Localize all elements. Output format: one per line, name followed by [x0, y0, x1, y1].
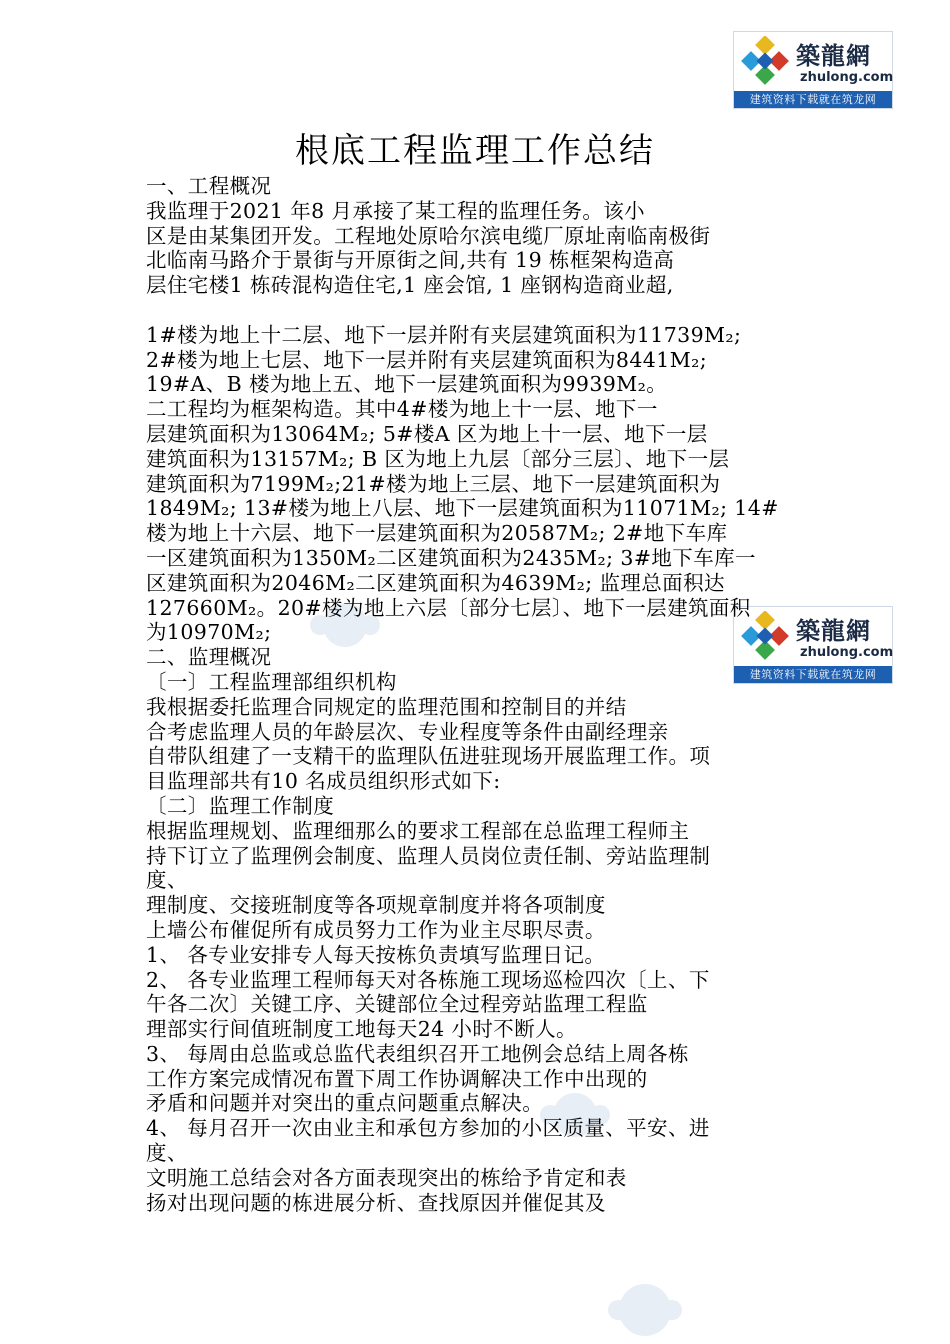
text-line: 〔一〕工程监理部组织机构 [146, 669, 397, 694]
text-line: 4、 每月召开一次由业主和承包方参加的小区质量、平安、进 [146, 1116, 710, 1141]
text-line: 我监理于2021 年8 月承接了某工程的监理任务。该小 [146, 198, 646, 223]
logo-tagline: 建筑资料下载就在筑龙网 [734, 91, 892, 108]
text-line: 我根据委托监理合同规定的监理范围和控制目的并结 [146, 694, 627, 719]
text-line: 〔二〕监理工作制度 [146, 793, 335, 818]
text-line: 层建筑面积为13064M₂; 5#楼A 区为地上十一层、地下一层 [146, 421, 708, 446]
text-line: 扬对出现问题的栋进展分析、查找原因并催促其及 [146, 1190, 606, 1215]
text-line: 为10970M₂; [146, 620, 272, 645]
text-line: 1849M₂; 13#楼为地上八层、地下一层建筑面积为11071M₂; 14# [146, 496, 779, 521]
text-line: 建筑面积为7199M₂;21#楼为地上三层、地下一层建筑面积为 [146, 471, 721, 496]
text-line: 工作方案完成情况布置下周工作协调解决工作中出现的 [146, 1066, 648, 1091]
text-line: 目监理部共有10 名成员组织形式如下: [146, 769, 501, 794]
text-line: 二工程均为框架构造。其中4#楼为地上十一层、地下一 [146, 397, 658, 422]
text-line: 楼为地上十六层、地下一层建筑面积为20587M₂; 2#地下车库 [146, 521, 728, 546]
text-line: 文明施工总结会对各方面表现突出的栋给予肯定和表 [146, 1165, 627, 1190]
text-line: 自带队组建了一支精干的监理队伍进驻现场开展监理工作。项 [146, 744, 711, 769]
logo-brand-name: 築龍網 [796, 617, 871, 645]
text-line: 2、 各专业监理工程师每天对各栋施工现场巡检四次〔上、下 [146, 967, 710, 992]
text-line: 理部实行间值班制度工地每天24 小时不断人。 [146, 1017, 577, 1042]
document-body [146, 174, 806, 1215]
text-line: 区建筑面积为2046M₂二区建筑面积为4639M₂; 监理总面积达 [146, 570, 725, 595]
text-line: 层住宅楼1 栋砖混构造住宅,1 座会馆, 1 座钢构造商业超, [146, 273, 674, 298]
blank-line [146, 298, 806, 323]
text-line: 度、 [146, 1141, 188, 1166]
text-line: 北临南马路介于景街与开原街之间,共有 19 栋框架构造高 [146, 248, 675, 273]
text-line: 一、工程概况 [146, 174, 272, 198]
text-line: 区是由某集团开发。工程地处原哈尔滨电缆厂原址南临南极街 [146, 223, 711, 248]
text-line: 二、监理概况 [146, 645, 272, 670]
logo-tagline: 建筑资料下载就在筑龙网 [734, 666, 892, 683]
text-line: 19#A、B 楼为地上五、地下一层建筑面积为9939M₂。 [146, 372, 668, 397]
zhulong-logo [733, 31, 893, 109]
logo-brand-name: 築龍網 [796, 42, 871, 70]
text-line: 理制度、交接班制度等各项规章制度并将各项制度 [146, 893, 606, 918]
logo-brand-domain: zhulong.com [800, 645, 894, 660]
text-line: 矛盾和问题并对突出的重点问题重点解决。 [146, 1091, 544, 1116]
text-line: 2#楼为地上七层、地下一层并附有夹层建筑面积为8441M₂; [146, 347, 708, 372]
logo-brand-domain: zhulong.com [800, 70, 894, 85]
text-line: 一区建筑面积为1350M₂二区建筑面积为2435M₂; 3#地下车库一 [146, 545, 756, 570]
text-line: 127660M₂。20#楼为地上六层〔部分七层〕、地下一层建筑面积 [146, 595, 751, 620]
text-line: 度、 [146, 868, 188, 893]
diamond-logo-icon [738, 36, 794, 92]
watermark-icon [600, 1270, 690, 1344]
text-line: 3、 每周由总监或总监代表组织召开工地例会总结上周各栋 [146, 1041, 689, 1066]
text-line: 1、 各专业安排专人每天按栋负责填写监理日记。 [146, 942, 606, 967]
text-line: 上墙公布催促所有成员努力工作为业主尽职尽责。 [146, 917, 606, 942]
text-line: 合考虑监理人员的年龄层次、专业程度等条件由副经理亲 [146, 719, 669, 744]
text-line: 根据监理规划、监理细那么的要求工程部在总监理工程师主 [146, 818, 690, 843]
text-line: 建筑面积为13157M₂; B 区为地上九层〔部分三层〕、地下一层 [146, 446, 730, 471]
document-title: 根底工程监理工作总结 [295, 131, 655, 171]
text-line: 1#楼为地上十二层、地下一层并附有夹层建筑面积为11739M₂; [146, 322, 742, 347]
text-line: 持下订立了监理例会制度、监理人员岗位责任制、旁站监理制 [146, 843, 711, 868]
text-line: 午各二次〕关键工序、关键部位全过程旁站监理工程监 [146, 992, 648, 1017]
